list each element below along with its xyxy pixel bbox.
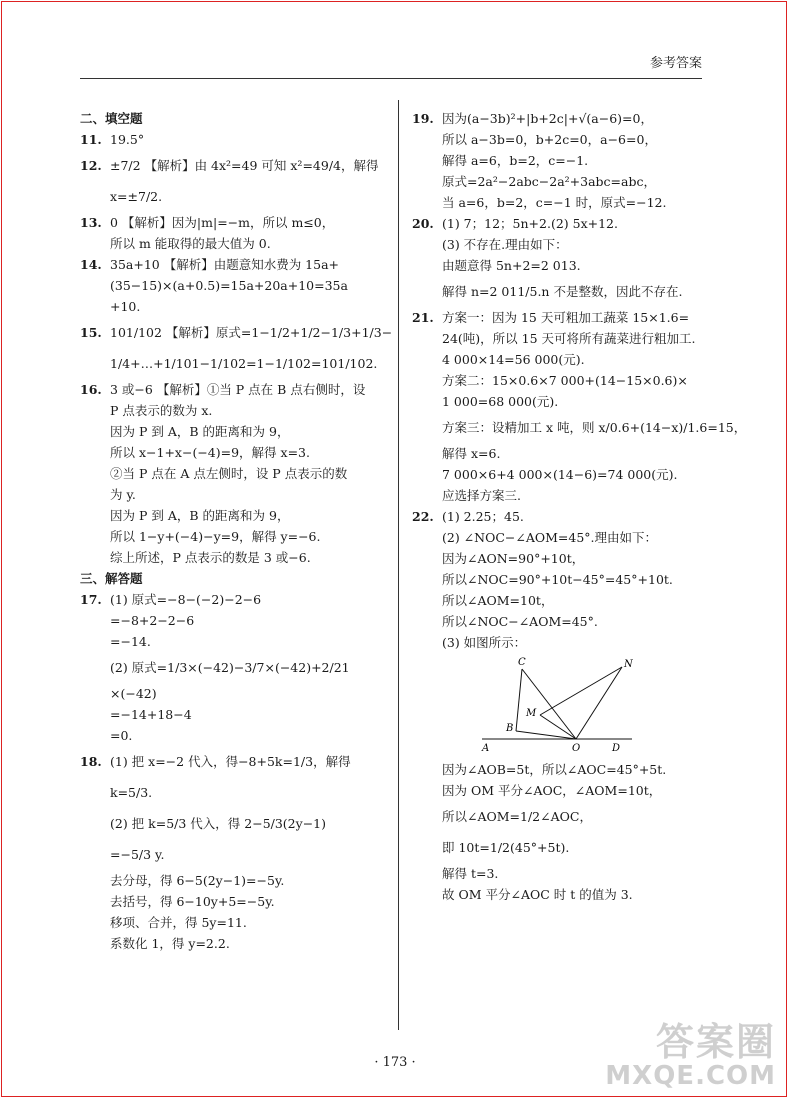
answer-line [412, 832, 708, 863]
answer-text: (35−15)×(a+0.5)=15a+20a+10=35a [110, 278, 348, 293]
answer-line [412, 328, 708, 349]
answer-text: 所以∠NOC−∠AOM=45°. [442, 614, 598, 629]
answer-text: 移项、合并，得 5y=11. [110, 915, 247, 930]
question-number: 20. [412, 216, 434, 231]
answer-text: 101/102 【解析】原式=1−1/2+1/2−1/3+1/3− [110, 325, 393, 340]
answer-line [412, 255, 708, 276]
answer-text: 原式=2a²−2abc−2a²+3abc=abc， [442, 174, 656, 189]
answer-text: =−5/3 y. [110, 847, 165, 862]
watermark-logo-text: 答案圈 [655, 1020, 776, 1064]
answer-text: (3) 如图所示： [442, 635, 527, 650]
answer-line [80, 870, 380, 891]
page-number: · 173 · [374, 1055, 416, 1070]
answer-line [80, 233, 380, 254]
answer-text: 去括号，得 6−10y+5=−5y. [110, 894, 275, 909]
geometry-figure [482, 657, 632, 753]
answer-line [80, 400, 380, 421]
answer-line [80, 275, 380, 296]
answer-line [412, 569, 708, 590]
answer-line [80, 777, 380, 808]
answer-line [412, 801, 708, 832]
answer-text: 19.5° [110, 132, 145, 147]
answer-line [412, 150, 708, 171]
answer-text: =−8+2−2−6 [110, 613, 195, 628]
segment-cb [516, 669, 522, 731]
answer-line [412, 412, 747, 443]
question-number: 21. [412, 310, 434, 325]
answer-line [412, 213, 708, 234]
answer-line [80, 933, 380, 954]
answer-text: 解得 t=3. [442, 866, 499, 881]
answer-text: (3) 不存在.理由如下： [442, 237, 568, 252]
answer-line [80, 505, 380, 526]
answer-text: 所以∠AOM=10t， [442, 593, 554, 608]
answer-text: 所以 m 能取得的最大值为 0. [110, 236, 271, 251]
answer-line [412, 527, 708, 548]
answer-text: 解得 n=2 011/5.n 不是整数，因此不存在. [442, 284, 683, 299]
answer-text: k=5/3. [110, 785, 153, 800]
answer-text: 因为 OM 平分∠AOC，∠AOM=10t， [442, 783, 662, 798]
answer-line [80, 610, 380, 631]
answer-text: 为 y. [110, 487, 136, 502]
answer-text: (2) ∠NOC−∠AOM=45°.理由如下： [442, 530, 658, 545]
right-column [412, 108, 747, 905]
answer-line [80, 348, 380, 379]
answers-19-22 [412, 108, 747, 653]
label-m: M [526, 708, 537, 719]
answer-text: 因为(a−3b)²+|b+2c|+√(a−6)=0， [442, 111, 653, 126]
answer-line [80, 379, 380, 400]
answer-line [412, 192, 708, 213]
answer-text: 所以 x−1+x−(−4)=9，解得 x=3. [110, 445, 310, 460]
answer-line [412, 863, 708, 884]
answer-line [80, 296, 380, 317]
answer-line [80, 317, 393, 348]
answer-line [412, 307, 708, 328]
answer-line [412, 234, 708, 255]
answer-line [412, 370, 708, 391]
answer-line [412, 171, 708, 192]
answer-text: 所以∠AOM=1/2∠AOC， [442, 809, 592, 824]
answer-line [412, 391, 708, 412]
answer-text: =−14+18−4 [110, 707, 192, 722]
answer-text: 4 000×14=56 000(元). [442, 352, 585, 367]
header-rule [80, 78, 702, 79]
answer-line [412, 632, 708, 653]
answer-line [80, 891, 380, 912]
question-number: 12. [80, 158, 102, 173]
answer-text: 因为∠AOB=5t，所以∠AOC=45°+5t. [442, 762, 667, 777]
answer-line [412, 506, 708, 527]
answer-line [412, 464, 708, 485]
answer-text: ±7/2 【解析】由 4x²=49 可知 x²=49/4，解得 [110, 158, 379, 173]
answer-text: (1) 把 x=−2 代入，得−8+5k=1/3，解得 [110, 754, 351, 769]
ray-ob [516, 731, 576, 739]
answer-line [412, 349, 708, 370]
answer-line [80, 463, 380, 484]
answer-text: 应选择方案三. [442, 488, 521, 503]
ray-oc [522, 669, 576, 739]
answer-line [80, 442, 380, 463]
answer-text: +10. [110, 299, 141, 314]
answer-line [80, 421, 380, 442]
answer-text: P 点表示的数为 x. [110, 403, 213, 418]
question-number: 19. [412, 111, 434, 126]
question-number: 13. [80, 215, 102, 230]
answer-text: 所以 a−3b=0，b+2c=0，a−6=0， [442, 132, 657, 147]
page-header: 参考答案 [649, 56, 702, 71]
question-number: 17. [80, 592, 102, 607]
answer-text: 所以∠NOC=90°+10t−45°=45°+10t. [442, 572, 673, 587]
answer-line [80, 526, 380, 547]
answer-text: 因为∠AON=90°+10t， [442, 551, 585, 566]
answer-line [412, 780, 708, 801]
answer-text: x=±7/2. [110, 189, 163, 204]
answer-line [80, 150, 380, 181]
question-number: 11. [80, 132, 102, 147]
answer-text: 由题意得 5n+2=2 013. [442, 258, 581, 273]
answer-text: 24(吨)，所以 15 天可将所有蔬菜进行粗加工. [442, 331, 696, 346]
answer-text: 方案一：因为 15 天可粗加工蔬菜 15×1.6= [442, 310, 690, 325]
question-number: 14. [80, 257, 102, 272]
answer-line [412, 611, 708, 632]
site-watermark [605, 1022, 776, 1090]
answer-text: (2) 原式=1/3×(−42)−3/7×(−42)+2/21 [110, 660, 350, 675]
answer-text: 7 000×6+4 000×(14−6)=74 000(元). [442, 467, 678, 482]
answer-line [412, 129, 708, 150]
answer-line [80, 181, 380, 212]
answer-line [80, 704, 380, 725]
answer-text: 35a+10 【解析】由题意知水费为 15a+ [110, 257, 340, 272]
answer-line [412, 884, 708, 905]
angle-diagram [482, 657, 632, 753]
answer-text: 解得 x=6. [442, 446, 501, 461]
answer-line [412, 443, 708, 464]
answer-text: 0 【解析】因为|m|=−m，所以 m≤0， [110, 215, 335, 230]
answer-text: ②当 P 点在 A 点左侧时，设 P 点表示的数 [110, 466, 348, 481]
answer-line [412, 759, 708, 780]
answer-text: (1) 2.25；45. [442, 509, 524, 524]
watermark-url: MXQE.COM [605, 1061, 776, 1091]
answer-line [80, 912, 380, 933]
answer-text: 解得 a=6，b=2，c=−1. [442, 153, 589, 168]
answer-text: 因为 P 到 A，B 的距离和为 9， [110, 508, 290, 523]
answer-line [80, 129, 380, 150]
label-d: D [612, 743, 621, 754]
answer-text: 二、填空题 [80, 111, 143, 126]
answer-line [412, 548, 708, 569]
answer-text: 方案三：设精加工 x 吨，则 x/0.6+(14−x)/1.6=15， [442, 420, 747, 435]
column-divider [398, 100, 399, 1030]
answer-line [80, 683, 380, 704]
answer-text: (1) 7；12；5n+2.(2) 5x+12. [442, 216, 618, 231]
question-number: 22. [412, 509, 434, 524]
answer-line [80, 589, 380, 610]
answer-text: (1) 原式=−8−(−2)−2−6 [110, 592, 262, 607]
answer-line [412, 485, 708, 506]
answer-22-part-3 [412, 759, 708, 905]
answer-text: =0. [110, 728, 133, 743]
left-column [80, 108, 393, 954]
answer-line [412, 276, 708, 307]
answer-text: 所以 1−y+(−4)−y=9，解得 y=−6. [110, 529, 321, 544]
answer-text: 1 000=68 000(元). [442, 394, 559, 409]
answer-text: 方案二：15×0.6×7 000+(14−15×0.6)× [442, 373, 688, 388]
answer-line [80, 484, 380, 505]
answer-text: 去分母，得 6−5(2y−1)=−5y. [110, 873, 285, 888]
answer-text: =−14. [110, 634, 151, 649]
answer-text: 综上所述，P 点表示的数是 3 或−6. [110, 550, 311, 565]
label-n: N [624, 659, 633, 670]
answer-text: (2) 把 k=5/3 代入，得 2−5/3(2y−1) [110, 816, 327, 831]
answer-line [80, 652, 380, 683]
label-b: B [506, 723, 514, 734]
answer-text: 3 或−6 【解析】①当 P 点在 B 点右侧时，设 [110, 382, 366, 397]
question-number: 18. [80, 754, 102, 769]
answer-line [412, 590, 708, 611]
answer-line [80, 746, 380, 777]
section-heading [80, 568, 380, 589]
answer-text: 因为 P 到 A，B 的距离和为 9， [110, 424, 290, 439]
answer-text: 三、解答题 [80, 571, 143, 586]
answer-line [412, 108, 708, 129]
answer-line [80, 839, 380, 870]
label-c: C [518, 657, 526, 668]
question-number: 16. [80, 382, 102, 397]
answer-line [80, 212, 380, 233]
label-a: A [482, 743, 490, 754]
answer-text: 系数化 1，得 y=2.2. [110, 936, 230, 951]
answer-line [80, 254, 380, 275]
segment-nm [540, 667, 622, 715]
answer-text: 故 OM 平分∠AOC 时 t 的值为 3. [442, 887, 633, 902]
label-o: O [572, 743, 581, 754]
answer-text: 即 10t=1/2(45°+5t). [442, 840, 570, 855]
section-heading [80, 108, 380, 129]
answer-line [80, 808, 380, 839]
answer-line [80, 631, 380, 652]
question-number: 15. [80, 325, 102, 340]
answer-text: 1/4+…+1/101−1/102=1−1/102=101/102. [110, 356, 378, 371]
answer-text: 当 a=6，b=2，c=−1 时，原式=−12. [442, 195, 667, 210]
answer-line [80, 547, 380, 568]
answer-line [80, 725, 380, 746]
answer-text: ×(−42) [110, 686, 157, 701]
ray-on [576, 667, 622, 739]
